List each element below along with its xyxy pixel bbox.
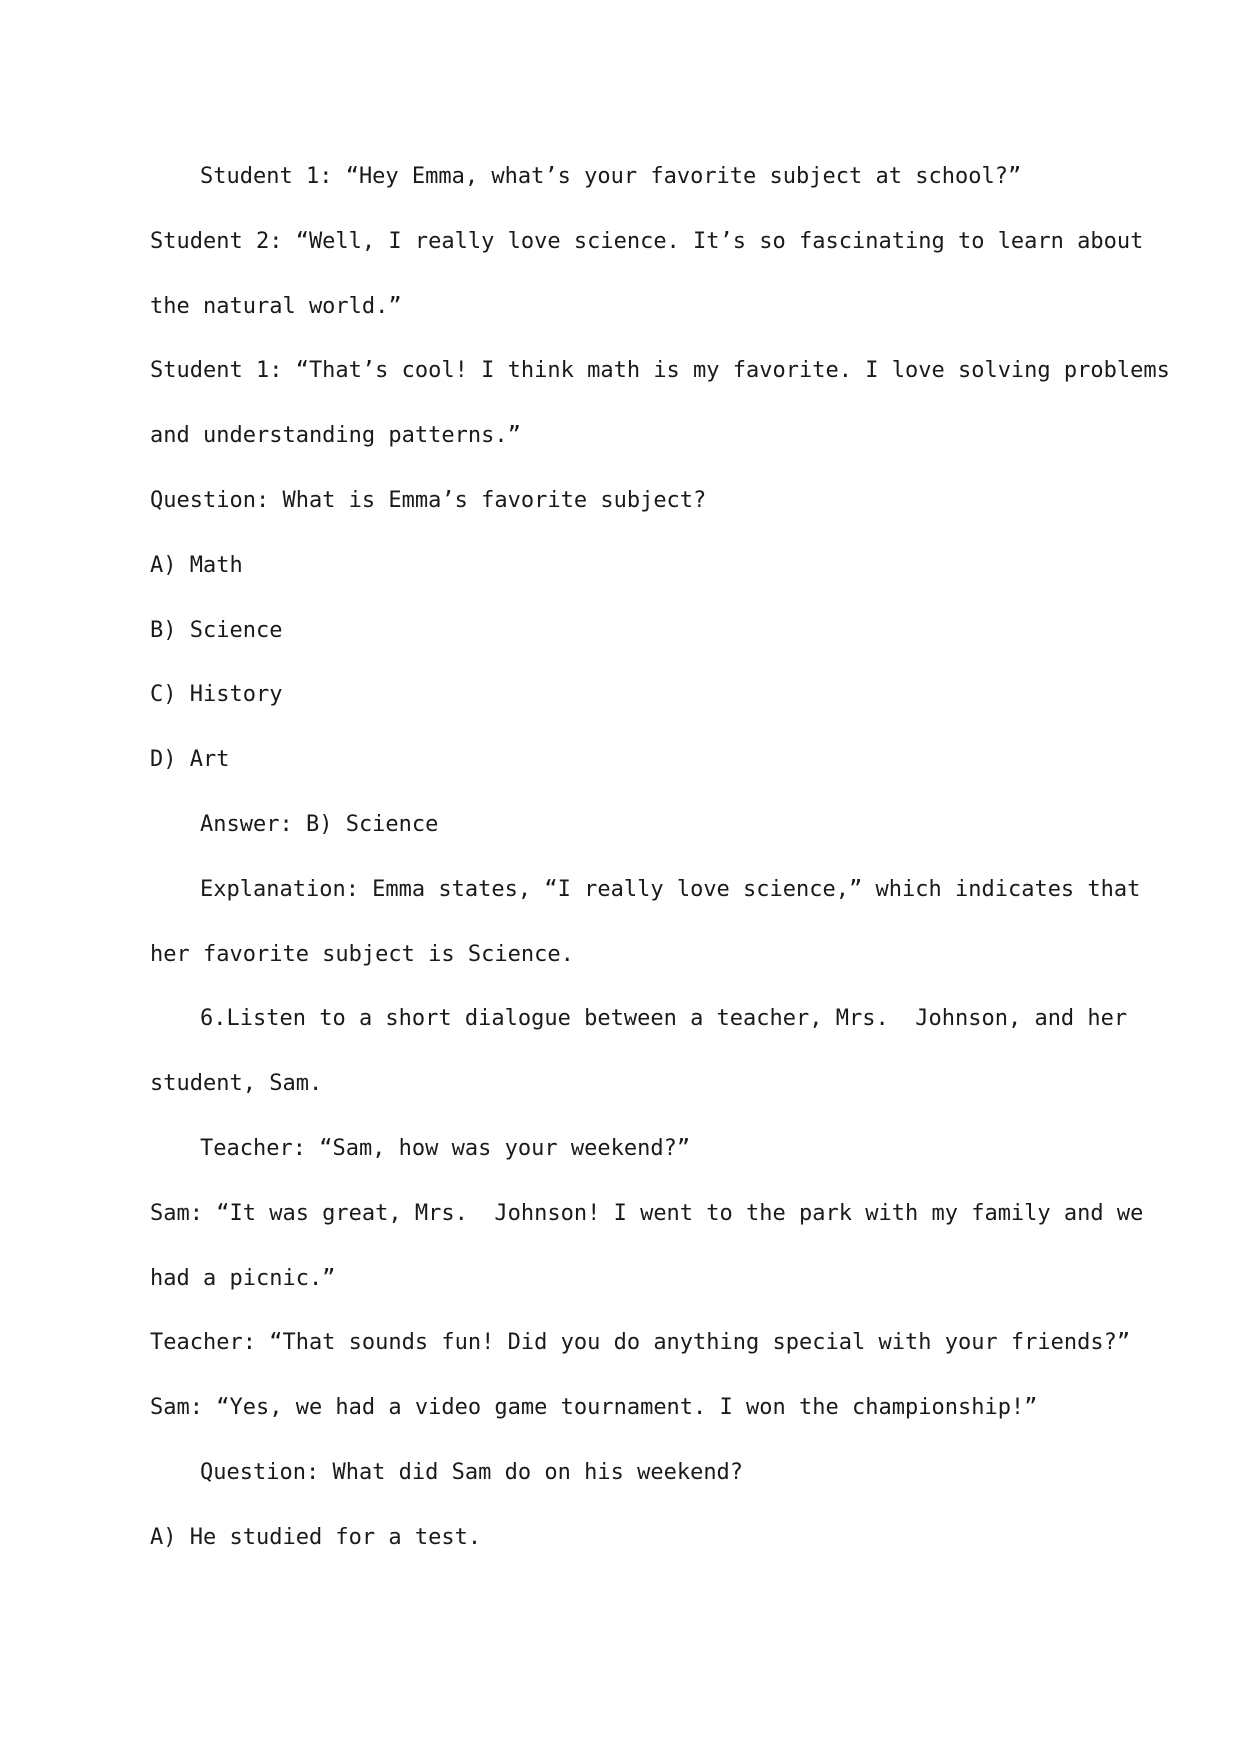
dialogue-line-student2-answer-cont: the natural world.” [150, 293, 402, 319]
dialogue-line-student1-question: Student 1: “Hey Emma, what’s your favorite subject at school?” [200, 164, 1022, 189]
dialogue-line-sam-answer-cont: had a picnic.” [150, 1265, 336, 1291]
dialogue-line-teacher-question: Teacher: “Sam, how was your weekend?” [200, 1135, 691, 1161]
option-d: D) Art [150, 747, 230, 773]
document-body [150, 145, 1170, 1571]
task-6-instruction: 6.Listen to a short dialogue between a teacher, Mrs. Johnson, and her [200, 1006, 1128, 1032]
option-c: C) History [150, 682, 283, 708]
option-a-2: A) He studied for a test. [150, 1524, 482, 1550]
dialogue-line-student1-reply: Student 1: “That’s cool! I think math is my favorite. I love solving problems [150, 358, 1170, 384]
dialogue-line-student2-answer: Student 2: “Well, I really love science. It’s so fascinating to learn about [150, 228, 1144, 254]
option-a: A) Math [150, 552, 243, 578]
dialogue-line-teacher-followup: Teacher: “That sounds fun! Did you do anything special with your friends?” [150, 1330, 1131, 1356]
explanation-text: Explanation: Emma states, “I really love science,” which indicates that [200, 876, 1141, 902]
explanation-text-cont: her favorite subject is Science. [150, 941, 574, 967]
option-b: B) Science [150, 617, 283, 643]
question-text-2: Question: What did Sam do on his weekend? [200, 1459, 744, 1485]
question-text: Question: What is Emma’s favorite subject? [150, 487, 707, 513]
answer-text: Answer: B) Science [200, 811, 439, 837]
dialogue-line-sam-followup: Sam: “Yes, we had a video game tournament. I won the championship!” [150, 1395, 1038, 1421]
dialogue-line-sam-answer: Sam: “It was great, Mrs. Johnson! I went to the park with my family and we [150, 1200, 1144, 1226]
dialogue-line-student1-reply-cont: and understanding patterns.” [150, 423, 521, 449]
task-6-instruction-cont: student, Sam. [150, 1071, 323, 1097]
